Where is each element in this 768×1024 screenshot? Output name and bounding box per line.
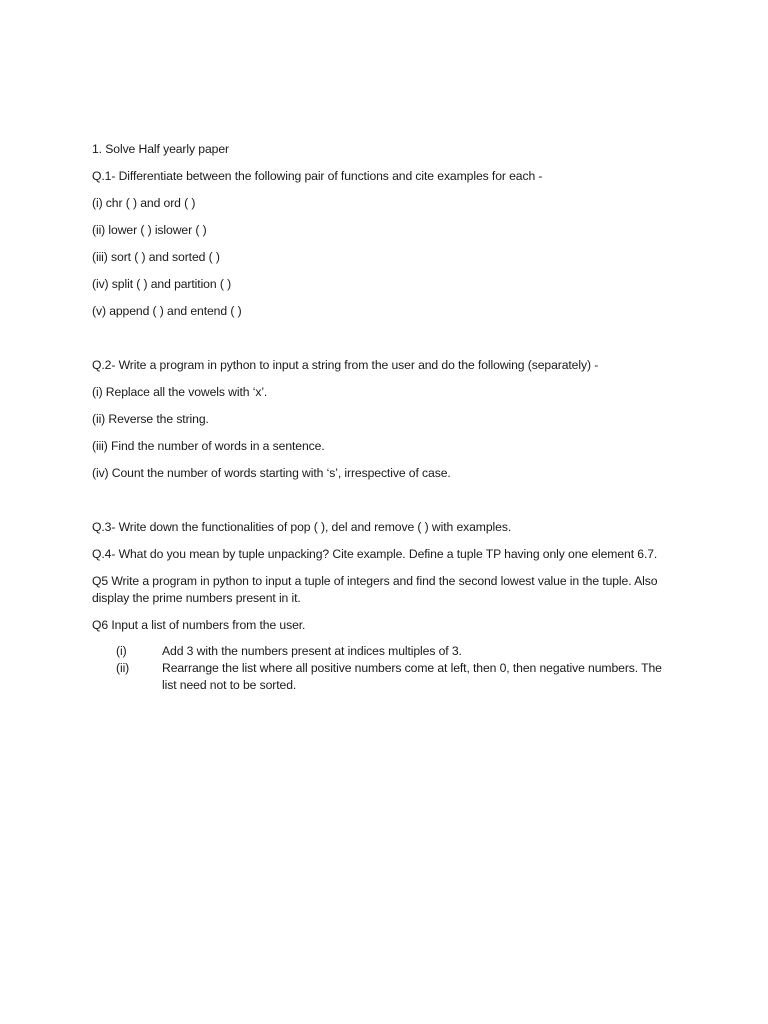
question-2-item: (ii) Reverse the string. <box>92 412 209 426</box>
question-1-item: (iii) sort ( ) and sorted ( ) <box>92 250 220 264</box>
list-number: (ii) <box>116 661 130 675</box>
question-3-title: Q.3- Write down the functionalities of pop ( ), del and remove ( ) with examples. <box>92 520 512 534</box>
question-1-item: (ii) lower ( ) islower ( ) <box>92 223 207 237</box>
list-number: (i) <box>116 644 127 658</box>
question-6-title: Q6 Input a list of numbers from the user. <box>92 618 306 632</box>
question-1 <box>92 168 672 320</box>
question-2-item: (iii) Find the number of words in a sentence. <box>92 439 325 453</box>
question-2-item: (i) Replace all the vowels with ‘x’. <box>92 385 268 399</box>
question-5 <box>92 573 672 607</box>
question-6-list <box>92 643 672 694</box>
question-1-title: Q.1- Differentiate between the following pair of functions and cite examples for each - <box>92 169 543 183</box>
question-2-item: (iv) Count the number of words starting with ‘s’, irrespective of case. <box>92 466 451 480</box>
question-3 <box>92 519 672 536</box>
question-1-item: (i) chr ( ) and ord ( ) <box>92 196 196 210</box>
question-4-title: Q.4- What do you mean by tuple unpacking? Cite example. Define a tuple TP having only one element 6.7. <box>92 547 658 561</box>
header-task: 1. Solve Half yearly paper <box>92 142 229 156</box>
question-1-item: (iv) split ( ) and partition ( ) <box>92 277 232 291</box>
question-4 <box>92 546 672 563</box>
question-6-item <box>92 660 672 694</box>
question-5-title: Q5 Write a program in python to input a tuple of integers and find the second lowest value in the tuple. Also display the prime numbers present in it. <box>92 574 658 605</box>
question-2 <box>92 357 672 482</box>
question-1-item: (v) append ( ) and entend ( ) <box>92 304 242 318</box>
question-6 <box>92 617 672 694</box>
question-2-title: Q.2- Write a program in python to input a string from the user and do the following (separately) - <box>92 358 599 372</box>
document-page <box>92 141 672 694</box>
list-text: Add 3 with the numbers present at indices multiples of 3. <box>162 644 462 658</box>
question-6-item <box>92 643 672 660</box>
list-text: Rearrange the list where all positive numbers come at left, then 0, then negative numbers. The list need not to be sorted. <box>162 661 662 692</box>
